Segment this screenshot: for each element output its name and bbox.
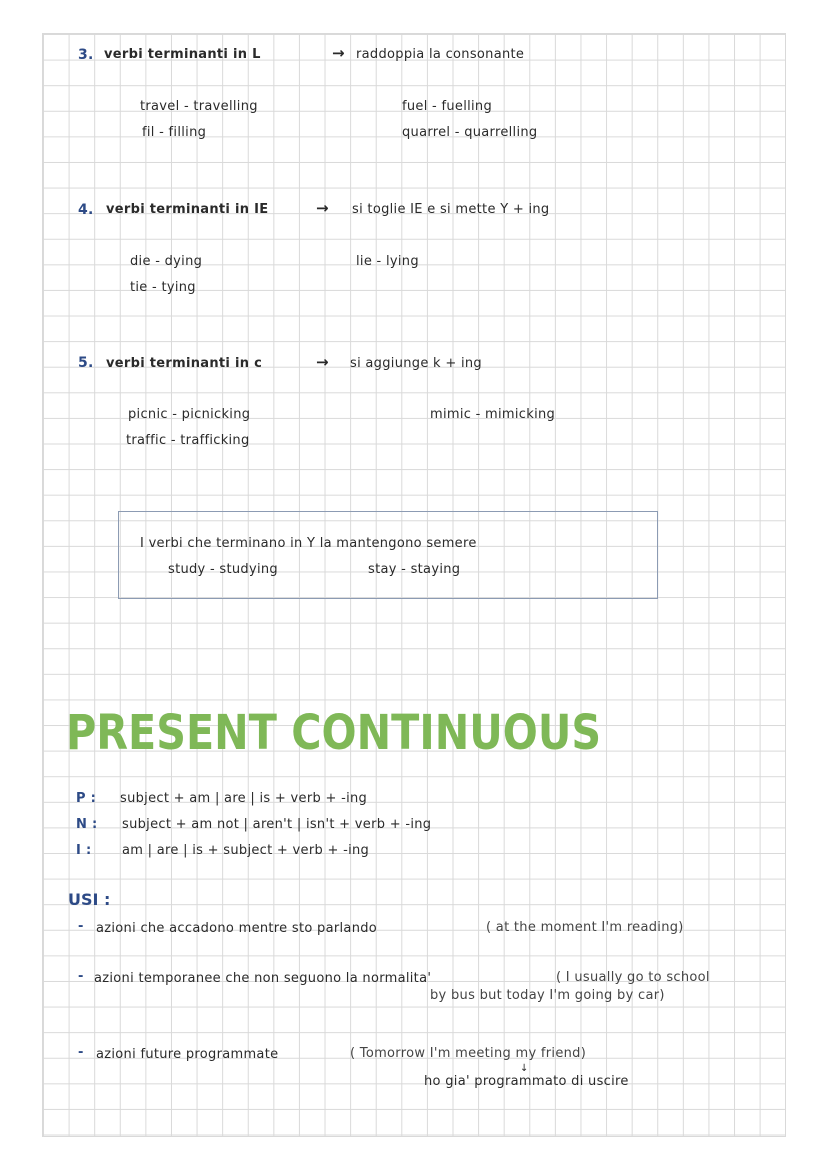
rule-box-text: I verbi che terminano in Y la mantengono semere: [140, 536, 477, 551]
section-5-number: 5.: [78, 355, 94, 371]
arrow-right-icon: →: [316, 353, 329, 371]
example-item: mimic - mimicking: [430, 407, 556, 422]
bullet-dash: -: [78, 969, 84, 984]
arrow-down-icon: ↓: [520, 1063, 529, 1074]
section-4-number: 4.: [78, 202, 94, 218]
example-item: traffic - trafficking: [126, 433, 250, 448]
example-item: study - studying: [168, 562, 278, 577]
bullet-dash: -: [78, 919, 84, 934]
usage-item: azioni temporanee che non seguono la normalita': [94, 971, 432, 986]
bullet-dash: -: [78, 1045, 84, 1060]
example-item: tie - tying: [130, 280, 196, 295]
section-3-title: verbi terminanti in L: [104, 47, 261, 62]
form-label-positive: P :: [76, 791, 97, 806]
example-item: lie - lying: [356, 254, 419, 269]
form-interrogative: am | are | is + subject + verb + -ing: [122, 843, 370, 858]
form-label-interrogative: I :: [76, 843, 92, 858]
usi-heading: USI :: [68, 890, 111, 909]
example-item: stay - staying: [368, 562, 461, 577]
section-5-rule: si aggiunge k + ing: [350, 356, 482, 371]
example-item: quarrel - quarrelling: [402, 125, 538, 140]
usage-item: azioni future programmate: [96, 1047, 279, 1062]
form-label-negative: N :: [76, 817, 98, 832]
usage-example: ( I usually go to school: [556, 970, 710, 985]
arrow-right-icon: →: [332, 44, 345, 62]
section-4-title: verbi terminanti in IE: [106, 202, 269, 217]
usage-example: ( at the moment I'm reading): [486, 920, 684, 935]
section-4-rule: si toglie IE e si mette Y + ing: [352, 202, 550, 217]
arrow-right-icon: →: [316, 199, 329, 217]
example-item: fuel - fuelling: [402, 99, 493, 114]
section-3-number: 3.: [78, 47, 94, 63]
form-positive: subject + am | are | is + verb + -ing: [120, 791, 368, 806]
example-item: fil - filling: [142, 125, 207, 140]
usage-example-cont: by bus but today I'm going by car): [430, 988, 665, 1003]
section-5-title: verbi terminanti in c: [106, 356, 263, 371]
example-item: die - dying: [130, 254, 203, 269]
page-title: PRESENT CONTINUOUS: [66, 705, 602, 761]
example-item: travel - travelling: [140, 99, 258, 114]
form-negative: subject + am not | aren't | isn't + verb + -ing: [122, 817, 432, 832]
usage-note: ho gia' programmato di uscire: [424, 1074, 629, 1089]
section-3-rule: raddoppia la consonante: [356, 47, 525, 62]
usage-item: azioni che accadono mentre sto parlando: [96, 921, 378, 936]
rule-box: [118, 511, 658, 599]
example-item: picnic - picnicking: [128, 407, 251, 422]
usage-example: ( Tomorrow I'm meeting my friend): [350, 1046, 587, 1061]
